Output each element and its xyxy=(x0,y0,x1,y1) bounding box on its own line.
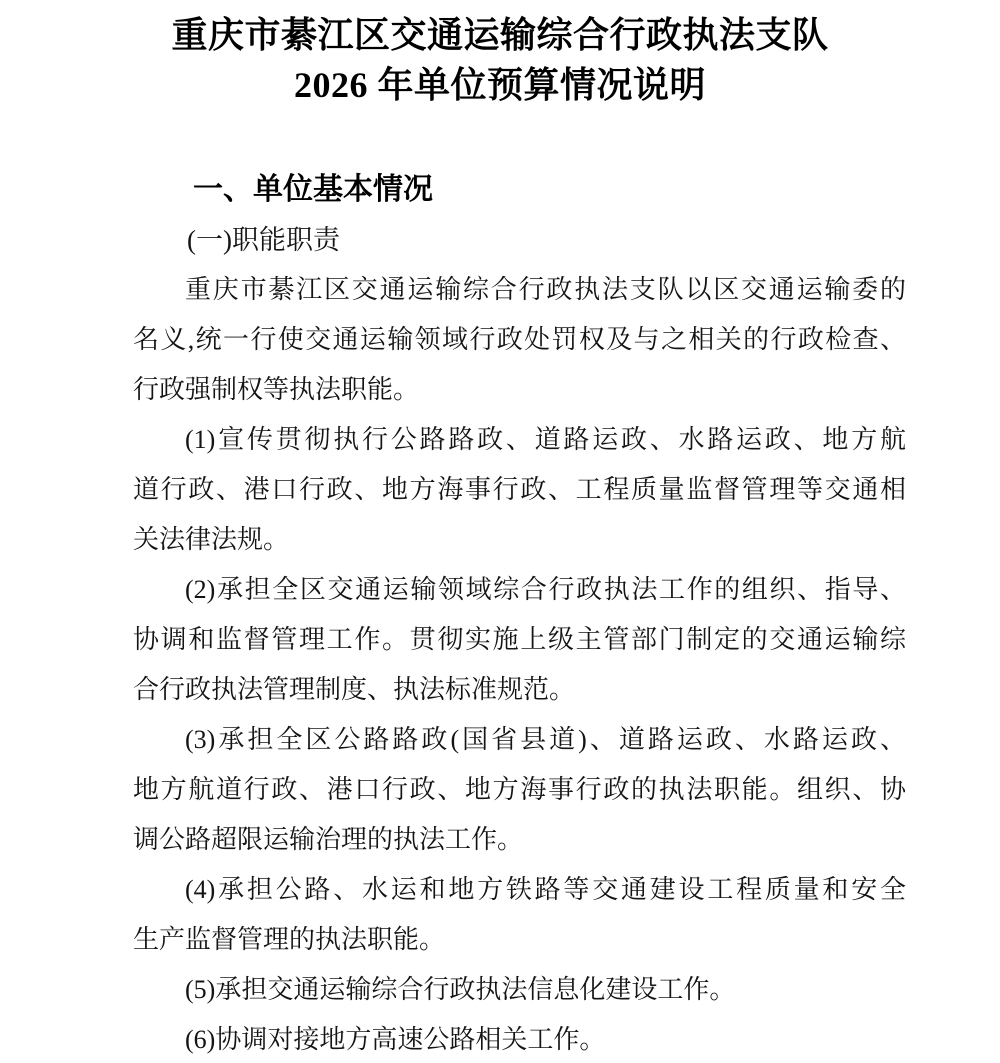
paragraph-line: 地方航道行政、港口行政、地方海事行政的执法职能。组织、协 xyxy=(133,775,906,804)
subsection-heading: (一)职能职责 xyxy=(187,225,340,255)
section-heading: 一、单位基本情况 xyxy=(193,173,433,206)
paragraph-line: 协调和监督管理工作。贯彻实施上级主管部门制定的交通运输综 xyxy=(133,625,906,654)
title-line-1: 重庆市綦江区交通运输综合行政执法支队 xyxy=(171,15,829,55)
paragraph-line: 生产监督管理的执法职能。 xyxy=(133,925,446,954)
paragraph-line: (5)承担交通运输综合行政执法信息化建设工作。 xyxy=(185,975,736,1004)
paragraph-line: 关法律法规。 xyxy=(133,525,290,554)
paragraph-line: (2)承担全区交通运输领域综合行政执法工作的组织、指导、 xyxy=(185,575,906,604)
paragraph-line: 道行政、港口行政、地方海事行政、工程质量监督管理等交通相 xyxy=(133,475,906,504)
paragraph-line: (3)承担全区公路路政(国省县道)、道路运政、水路运政、 xyxy=(185,725,906,754)
paragraph-line: (1)宣传贯彻执行公路路政、道路运政、水路运政、地方航 xyxy=(185,425,906,454)
paragraph xyxy=(133,715,906,865)
paragraph xyxy=(133,1015,906,1063)
paragraphs-container xyxy=(133,265,906,1063)
paragraph-line: 名义,统一行使交通运输领域行政处罚权及与之相关的行政检查、 xyxy=(133,325,906,354)
paragraph-line: 合行政执法管理制度、执法标准规范。 xyxy=(133,675,576,704)
title-line-2: 2026 年单位预算情况说明 xyxy=(293,65,706,105)
document-title xyxy=(0,0,1000,110)
document-body xyxy=(133,165,906,1063)
paragraph xyxy=(133,965,906,1015)
paragraph-line: (6)协调对接地方高速公路相关工作。 xyxy=(185,1025,606,1054)
paragraph-line: 重庆市綦江区交通运输综合行政执法支队以区交通运输委的 xyxy=(185,275,906,304)
paragraph xyxy=(133,565,906,715)
paragraph-line: (4)承担公路、水运和地方铁路等交通建设工程质量和安全 xyxy=(185,875,906,904)
paragraph-line: 行政强制权等执法职能。 xyxy=(133,375,420,404)
paragraph-line: 调公路超限运输治理的执法工作。 xyxy=(133,825,524,854)
paragraph xyxy=(133,415,906,565)
paragraph xyxy=(133,265,906,415)
paragraph xyxy=(133,865,906,965)
